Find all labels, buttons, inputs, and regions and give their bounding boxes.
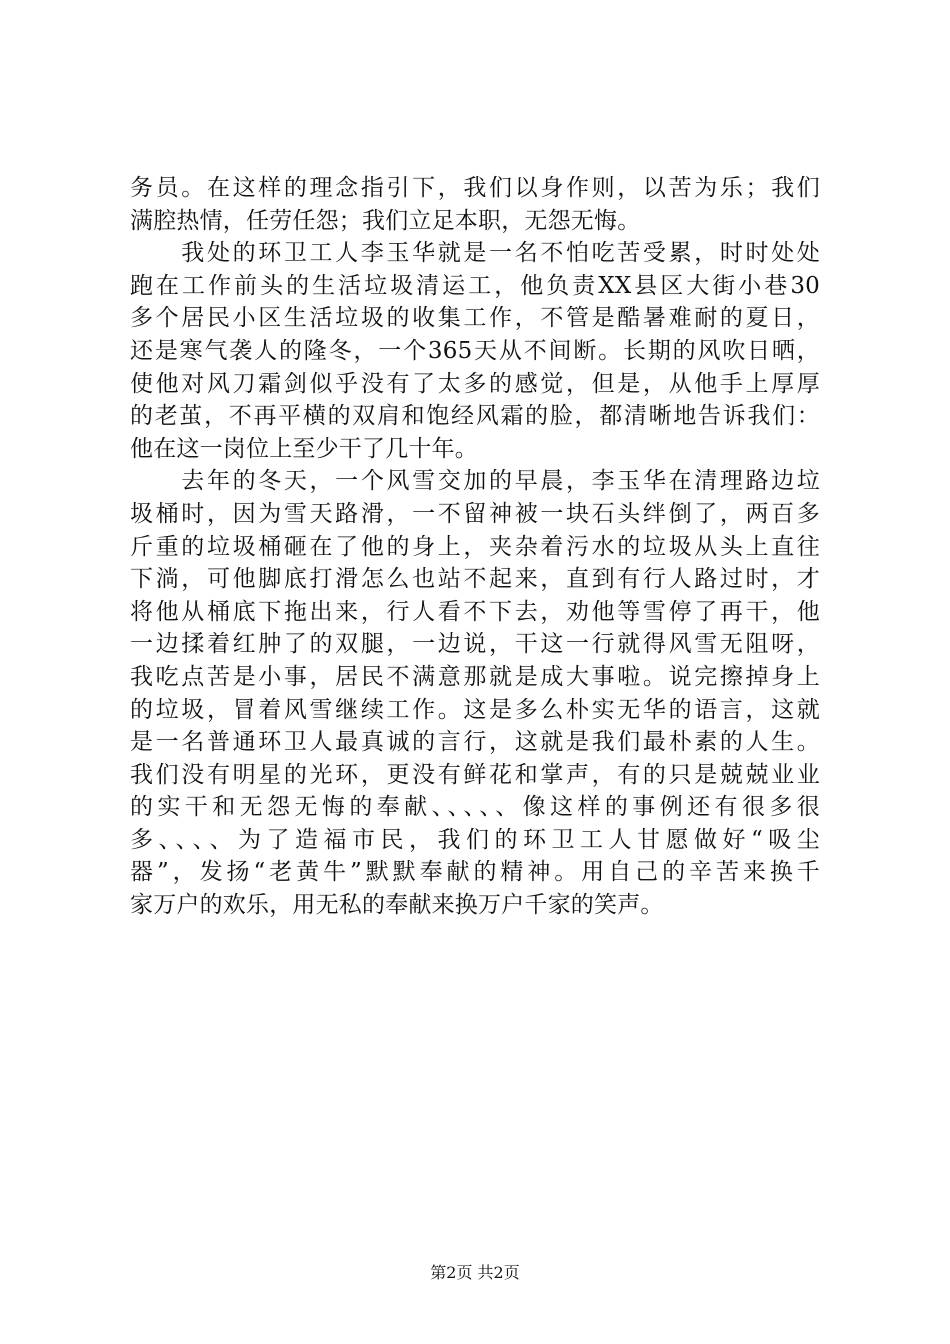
text-line: 家万户的欢乐，用无私的奉献来换万户千家的笑声。 bbox=[130, 892, 664, 919]
text-line: 我吃点苦是小事，居民不满意那就是成大事啦。说完擦掉身上 bbox=[130, 663, 820, 690]
text-line: 多、、、、为了造福市民，我们的环卫工人甘愿做好“吸尘 bbox=[130, 826, 820, 853]
text-line: 还是寒气袭人的隆冬，一个365天从不间断。长期的风吹日晒， bbox=[130, 337, 820, 364]
text-line: 下淌，可他脚底打滑怎么也站不起来，直到有行人路过时，才 bbox=[130, 566, 820, 593]
text-line: 我们没有明星的光环，更没有鲜花和掌声，有的只是兢兢业业 bbox=[130, 761, 820, 788]
text-line: 我处的环卫工人李玉华就是一名不怕吃苦受累，时时处处 bbox=[130, 240, 820, 267]
text-line: 是一名普通环卫人最真诚的言行，这就是我们最朴素的人生。 bbox=[130, 729, 820, 756]
text-line: 满腔热情，任劳任怨；我们立足本职，无怨无悔。 bbox=[130, 207, 641, 234]
document-body bbox=[130, 172, 820, 922]
text-line: 去年的冬天，一个风雪交加的早晨，李玉华在清理路边垃 bbox=[130, 468, 820, 495]
text-line: 一边揉着红肿了的双腿，一边说，干这一行就得风雪无阻呀， bbox=[130, 631, 820, 658]
text-line: 务员。在这样的理念指引下，我们以身作则，以苦为乐；我们 bbox=[130, 175, 820, 201]
text-line: 的实干和无怨无悔的奉献、、、、、像这样的事例还有很多很 bbox=[130, 794, 820, 821]
text-line: 器”，发扬“老黄牛”默默奉献的精神。用自己的辛苦来换千 bbox=[130, 859, 820, 886]
text-line: 他在这一岗位上至少干了几十年。 bbox=[130, 435, 478, 462]
text-line: 跑在工作前头的生活垃圾清运工，他负责XX县区大街小巷30 bbox=[130, 272, 820, 299]
page-footer bbox=[0, 1262, 950, 1284]
text-line: 斤重的垃圾桶砸在了他的身上，夹杂着污水的垃圾从头上直往 bbox=[130, 533, 820, 560]
text-line: 的垃圾，冒着风雪继续工作。这是多么朴实无华的语言，这就 bbox=[130, 696, 820, 723]
text-line: 将他从桶底下拖出来，行人看不下去，劝他等雪停了再干，他 bbox=[130, 598, 820, 625]
text-line: 多个居民小区生活垃圾的收集工作，不管是酷暑难耐的夏日， bbox=[130, 305, 820, 332]
text-line: 圾桶时，因为雪天路滑，一不留神被一块石头绊倒了，两百多 bbox=[130, 500, 820, 527]
page-number-label: 第2页 共2页 bbox=[430, 1263, 520, 1282]
text-line: 使他对风刀霜剑似乎没有了太多的感觉，但是，从他手上厚厚 bbox=[130, 370, 820, 397]
text-line: 的老茧，不再平横的双肩和饱经风霜的脸，都清晰地告诉我们： bbox=[130, 403, 820, 430]
